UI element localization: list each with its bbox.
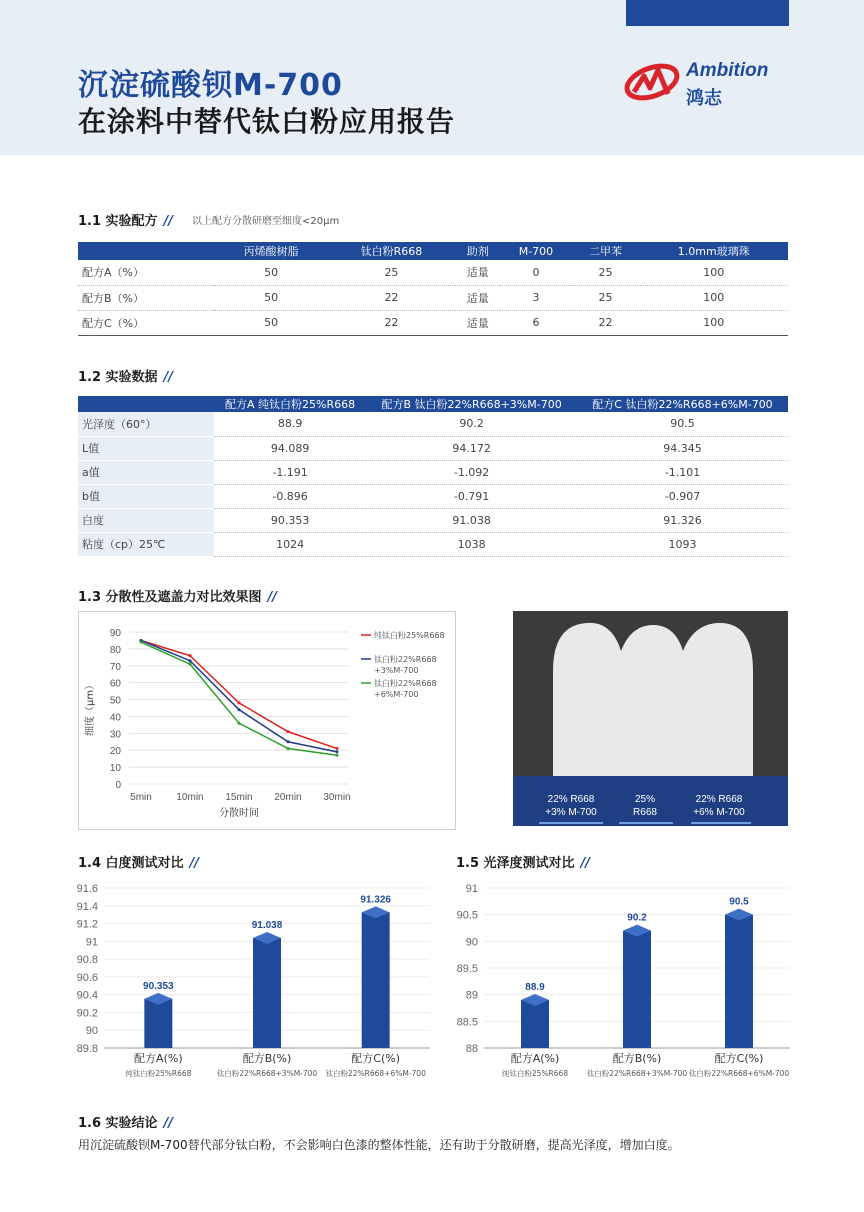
x-tick-label: 配方B(%) (242, 1052, 292, 1065)
x-tick-label: 配方B(%) (612, 1052, 662, 1065)
data-point (238, 708, 241, 711)
x-tick-label: 配方C(%) (714, 1052, 764, 1065)
x-tick-label: 配方A(%) (134, 1052, 183, 1065)
section-1-note: 以上配方分散研磨至细度<20μm (192, 216, 340, 227)
section-3-title: 1.3 分散性及遮盖力对比效果图 // (78, 590, 278, 605)
data-label: 90.5 (729, 896, 749, 908)
photo-label-c-line2: +6% M-700 (693, 807, 745, 818)
formula-cell: 配方A（%） (78, 260, 214, 285)
table-row (78, 484, 788, 508)
y-tick-label: 40 (109, 712, 121, 724)
header-accent-bar (626, 0, 789, 26)
x-sublabel: 钛白粉22%R668+6%M-700 (325, 1069, 426, 1078)
data-point (189, 659, 192, 662)
title-line-1: 沉淀硫酸钡M-700 (78, 68, 343, 103)
data-label: 90.353 (143, 980, 174, 992)
formula-table (78, 242, 788, 336)
formula-header-5: 二甲苯 (571, 242, 639, 260)
photo-label-a-line2: R668 (633, 807, 657, 818)
data-cell: L值 (78, 436, 214, 460)
x-tick-label: 20min (274, 792, 302, 803)
legend-label: +6%M-700 (374, 690, 419, 699)
data-cell: 90.2 (366, 412, 577, 436)
fineness-line-chart (79, 612, 455, 829)
data-cell: 白度 (78, 508, 214, 532)
data-point (140, 641, 143, 644)
table-row (78, 260, 788, 285)
formula-cell: 0 (500, 260, 571, 285)
formula-cell: 适量 (455, 260, 500, 285)
formula-cell: 25 (571, 285, 639, 310)
bar (253, 938, 281, 1048)
paint-drawdown-image (513, 611, 788, 826)
y-tick-label: 90.4 (76, 989, 98, 1002)
y-tick-label: 91.2 (76, 918, 98, 931)
data-cell: -0.907 (577, 484, 788, 508)
data-label: 91.038 (251, 919, 283, 931)
data-cell: 光泽度（60°） (78, 412, 214, 436)
data-cell: 91.326 (577, 508, 788, 532)
formula-cell: 50 (214, 260, 327, 285)
data-cell: 91.038 (366, 508, 577, 532)
data-cell: -1.092 (366, 460, 577, 484)
formula-cell: 配方C（%） (78, 310, 214, 335)
formula-cell: 6 (500, 310, 571, 335)
series-line-0 (141, 640, 337, 748)
y-tick-label: 90 (85, 1025, 98, 1038)
bar (623, 931, 651, 1048)
formula-cell: 50 (214, 285, 327, 310)
formula-cell: 22 (571, 310, 639, 335)
y-tick-label: 89.5 (456, 963, 478, 975)
data-cell: 94.172 (366, 436, 577, 460)
y-tick-label: 90 (109, 628, 121, 639)
y-tick-label: 70 (109, 661, 121, 673)
data-cell: 粘度（cp）25℃ (78, 532, 214, 556)
data-header-2: 配方B 钛白粉22%R668+3%M-700 (366, 396, 577, 412)
formula-header-3: 助剂 (455, 242, 500, 260)
legend-label: 钛白粉22%R668 (374, 679, 437, 688)
formula-cell: 22 (328, 285, 455, 310)
data-header-3: 配方C 钛白粉22%R668+6%M-700 (577, 396, 788, 412)
y-tick-label: 20 (109, 746, 121, 758)
section-4-title: 1.4 白度测试对比 // (78, 856, 200, 871)
series-line-1 (141, 640, 337, 751)
table-row (78, 412, 788, 436)
formula-cell: 100 (640, 260, 788, 285)
bar (521, 1000, 549, 1048)
data-point (336, 747, 339, 750)
y-tick-label: 91 (465, 883, 478, 895)
table-row (78, 532, 788, 556)
x-sublabel: 纯钛白粉25%R668 (501, 1069, 569, 1078)
data-table (78, 396, 788, 557)
table-row (78, 460, 788, 484)
whiteness-bar-chart (60, 872, 440, 1094)
formula-cell: 25 (328, 260, 455, 285)
y-tick-label: 91.6 (76, 883, 98, 895)
data-point (287, 747, 290, 750)
table-row (78, 508, 788, 532)
photo-label-b-line1: 22% R668 (547, 794, 595, 805)
data-point (238, 722, 241, 725)
y-tick-label: 10 (109, 763, 121, 775)
data-cell: b值 (78, 484, 214, 508)
fineness-line-chart-frame (78, 611, 456, 830)
x-tick-label: 配方A(%) (510, 1052, 560, 1065)
data-point (189, 663, 192, 666)
data-cell: 94.089 (214, 436, 366, 460)
data-cell: 1024 (214, 532, 366, 556)
x-sublabel: 钛白粉22%R668+3%M-700 (586, 1069, 688, 1078)
data-cell: 94.345 (577, 436, 788, 460)
formula-cell: 配方B（%） (78, 285, 214, 310)
x-axis-label: 分散时间 (219, 808, 259, 819)
legend-label: 钛白粉22%R668 (374, 655, 437, 664)
data-point (336, 754, 339, 757)
table-row (78, 436, 788, 460)
formula-cell: 50 (214, 310, 327, 335)
data-label: 88.9 (525, 982, 545, 993)
formula-header-6: 1.0mm玻璃珠 (640, 242, 788, 260)
x-tick-label: 配方C(%) (351, 1052, 401, 1065)
x-sublabel: 纯钛白粉25%R668 (125, 1069, 192, 1078)
x-sublabel: 钛白粉22%R668+6%M-700 (688, 1069, 790, 1078)
hiding-power-photo (513, 611, 788, 826)
formula-cell: 适量 (455, 285, 500, 310)
photo-label-c-line1: 22% R668 (695, 794, 743, 805)
data-cell: 90.5 (577, 412, 788, 436)
data-cell: 90.353 (214, 508, 366, 532)
brand-name-en: Ambition (686, 60, 769, 81)
section-5-title: 1.5 光泽度测试对比 // (456, 856, 591, 871)
y-tick-label: 90.2 (76, 1007, 98, 1020)
y-tick-label: 90 (465, 936, 478, 949)
y-tick-label: 80 (109, 644, 121, 656)
formula-header-2: 钛白粉R668 (328, 242, 455, 260)
section-1-title: 1.1 实验配方 // (78, 214, 174, 229)
photo-label-b-line2: +3% M-700 (545, 807, 597, 818)
data-point (287, 730, 290, 733)
y-tick-label: 90.8 (76, 954, 98, 967)
section-2-title: 1.2 实验数据 // (78, 370, 174, 385)
x-sublabel: 钛白粉22%R668+3%M-700 (216, 1069, 318, 1078)
data-point (238, 701, 241, 704)
data-header-1: 配方A 纯钛白粉25%R668 (214, 396, 366, 412)
x-tick-label: 30min (323, 792, 351, 803)
title-line-2: 在涂料中替代钛白粉应用报告 (78, 105, 456, 138)
data-point (287, 740, 290, 743)
formula-cell: 22 (328, 310, 455, 335)
y-tick-label: 90.6 (76, 971, 98, 984)
x-tick-label: 10min (176, 792, 204, 803)
brand-name-cn: 鸿志 (686, 88, 722, 109)
data-cell: -1.101 (577, 460, 788, 484)
data-label: 90.2 (627, 912, 647, 924)
bar (362, 912, 390, 1048)
formula-header-1: 丙烯酸树脂 (214, 242, 327, 260)
legend-label: +3%M-700 (374, 666, 419, 675)
bar (725, 915, 753, 1048)
formula-header-4: M-700 (500, 242, 571, 260)
y-tick-label: 88 (465, 1043, 478, 1055)
data-label: 91.326 (360, 894, 391, 906)
y-tick-label: 89 (465, 989, 478, 1002)
y-tick-label: 88.5 (456, 1016, 478, 1029)
y-tick-label: 89.8 (76, 1043, 98, 1055)
y-tick-label: 60 (109, 678, 121, 690)
data-header-0 (78, 396, 214, 412)
formula-cell: 适量 (455, 310, 500, 335)
gloss-bar-chart (440, 872, 800, 1094)
x-tick-label: 5min (130, 792, 152, 803)
y-axis-label: 细度（μm） (85, 679, 96, 737)
data-cell: 1038 (366, 532, 577, 556)
y-tick-label: 0 (115, 780, 121, 791)
legend-label: 纯钛白粉25%R668 (374, 631, 445, 640)
data-cell: -0.791 (366, 484, 577, 508)
data-cell: a值 (78, 460, 214, 484)
x-tick-label: 15min (225, 792, 253, 803)
data-point (189, 654, 192, 657)
y-tick-label: 50 (109, 695, 121, 707)
formula-cell: 3 (500, 285, 571, 310)
table-row (78, 310, 788, 335)
y-tick-label: 91.4 (76, 900, 98, 913)
photo-label-a-line1: 25% (634, 794, 656, 805)
data-point (336, 750, 339, 753)
data-cell: -1.191 (214, 460, 366, 484)
data-cell: 1093 (577, 532, 788, 556)
data-cell: 88.9 (214, 412, 366, 436)
bar (144, 999, 172, 1048)
table-row (78, 285, 788, 310)
y-tick-label: 90.5 (456, 909, 478, 922)
section-6-title: 1.6 实验结论 // (78, 1116, 174, 1131)
conclusion-text: 用沉淀硫酸钡M-700替代部分钛白粉，不会影响白色漆的整体性能，还有助于分散研磨，提高光泽度，增加白度。 (78, 1138, 680, 1152)
formula-cell: 100 (640, 310, 788, 335)
data-cell: -0.896 (214, 484, 366, 508)
y-tick-label: 30 (109, 729, 121, 741)
y-tick-label: 91 (85, 936, 98, 949)
formula-cell: 100 (640, 285, 788, 310)
formula-cell: 25 (571, 260, 639, 285)
formula-header-0 (78, 242, 214, 260)
